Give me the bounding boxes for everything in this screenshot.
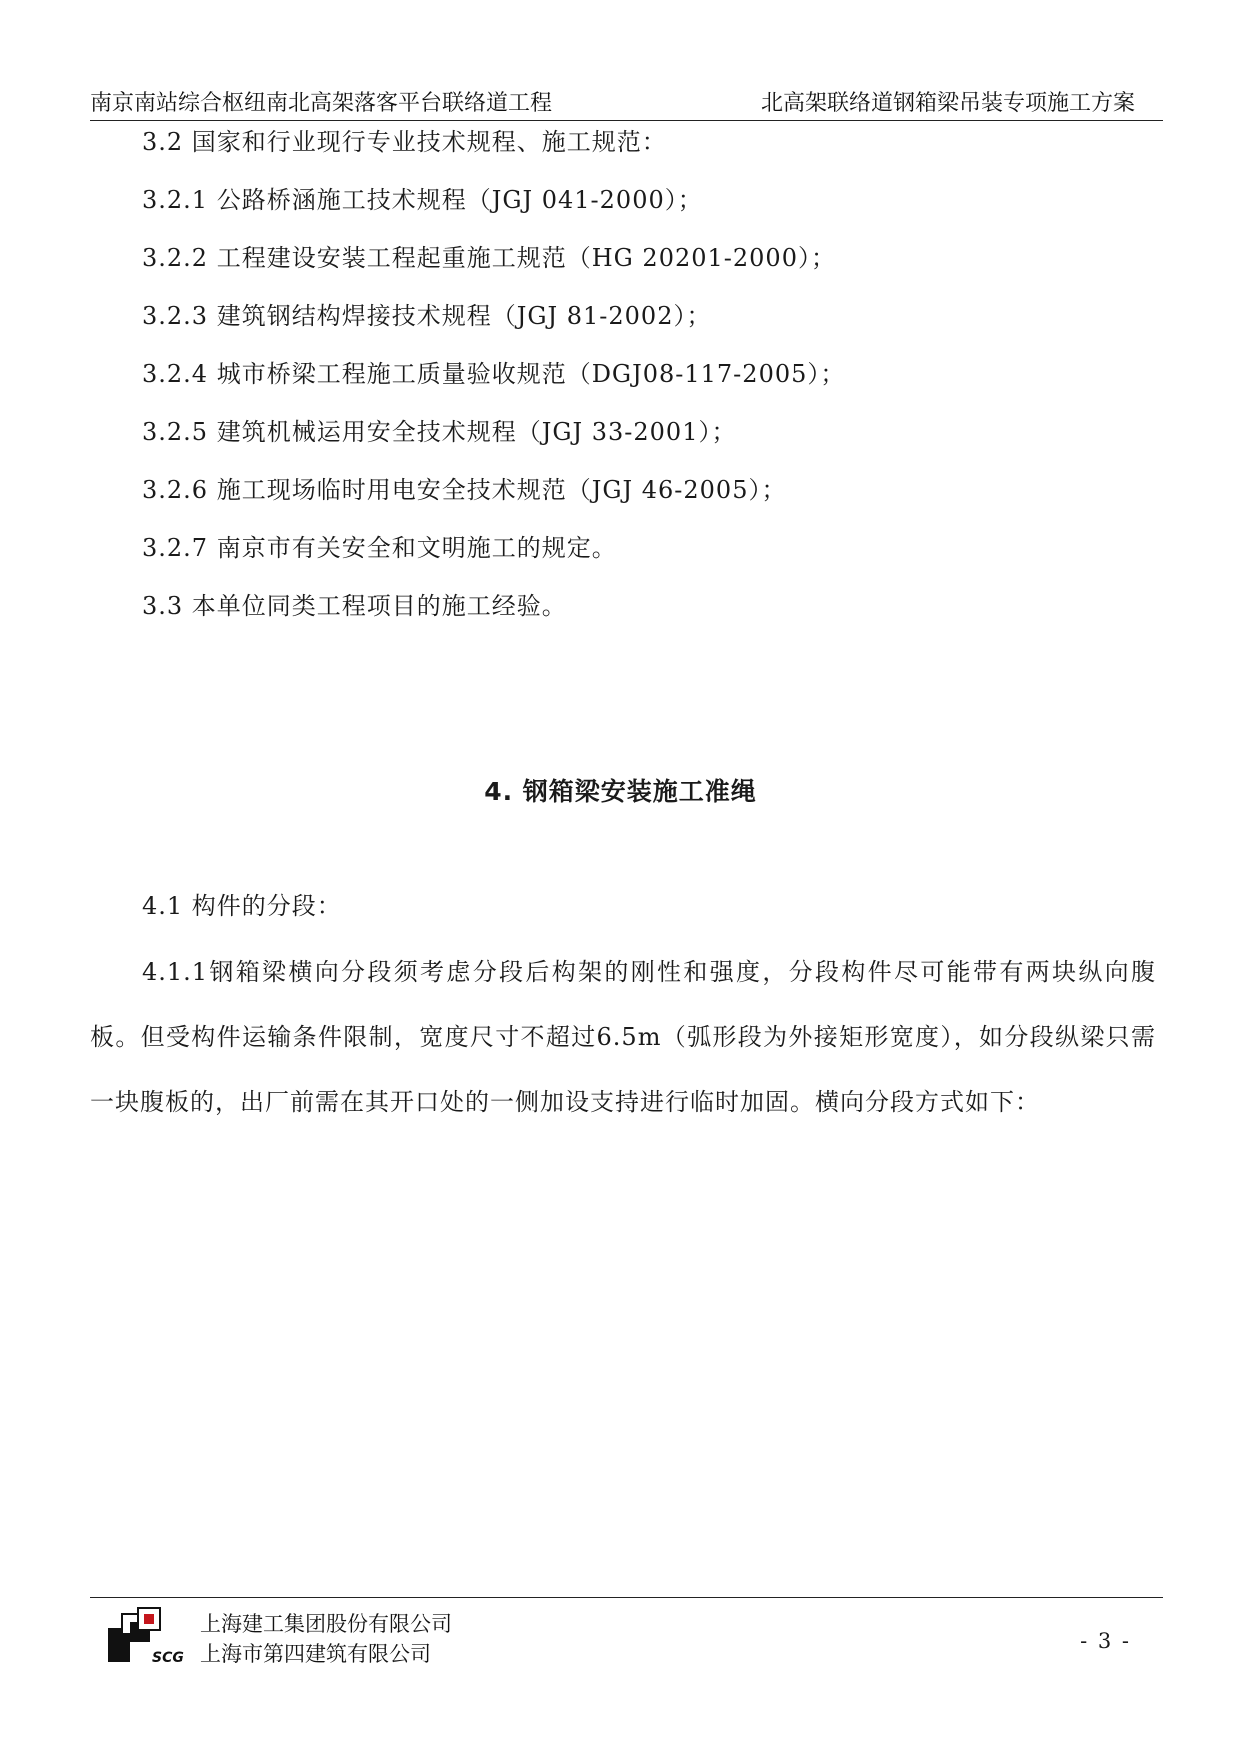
paragraph-4-1-1: 4.1.1钢箱梁横向分段须考虑分段后构架的刚性和强度，分段构件尽可能带有两块纵向腹板。但受构件运输条件限制，宽度尺寸不超过6.5m（弧形段为外接矩形宽度），如分段纵梁只需一块腹板的，出厂前需在其开口处的一侧加设支持进行临时加固。横向分段方式如下：: [90, 958, 1156, 1116]
page-header: [90, 88, 1163, 121]
item-3-3: 3.3 本单位同类工程项目的施工经验。: [142, 592, 567, 620]
item-3-2-6: 3.2.6 施工现场临时用电安全技术规范（JGJ 46-2005）；: [142, 476, 787, 504]
item-4-1: 4.1 构件的分段：: [142, 892, 342, 920]
footer-company-1: 上海建工集团股份有限公司: [200, 1612, 452, 1636]
section-4-heading: 4. 钢箱梁安装施工准绳: [484, 777, 757, 806]
footer-company-2: 上海市第四建筑有限公司: [200, 1642, 431, 1666]
item-3-2-3: 3.2.3 建筑钢结构焊接技术规程（JGJ 81-2002）；: [142, 302, 712, 330]
footer-divider: [90, 1597, 1163, 1598]
scg-logo-icon: [108, 1606, 208, 1666]
page-number: - 3 -: [1080, 1629, 1131, 1653]
item-3-2-2: 3.2.2 工程建设安装工程起重施工规范（HG 20201-2000）；: [142, 244, 836, 272]
item-3-2-5: 3.2.5 建筑机械运用安全技术规程（JGJ 33-2001）；: [142, 418, 737, 446]
item-3-2: 3.2 国家和行业现行专业技术规程、施工规范：: [142, 128, 667, 156]
header-project-title: 南京南站综合枢纽南北高架落客平台联络道工程: [90, 91, 553, 116]
item-3-2-4: 3.2.4 城市桥梁工程施工质量验收规范（DGJ08-117-2005）；: [142, 360, 846, 388]
item-3-2-1: 3.2.1 公路桥涵施工技术规程（JGJ 041-2000）；: [142, 186, 703, 214]
item-3-2-7: 3.2.7 南京市有关安全和文明施工的规定。: [142, 534, 617, 562]
header-document-title: 北高架联络道钢箱梁吊装专项施工方案: [760, 91, 1135, 116]
logo-text: SCG: [152, 1650, 184, 1666]
